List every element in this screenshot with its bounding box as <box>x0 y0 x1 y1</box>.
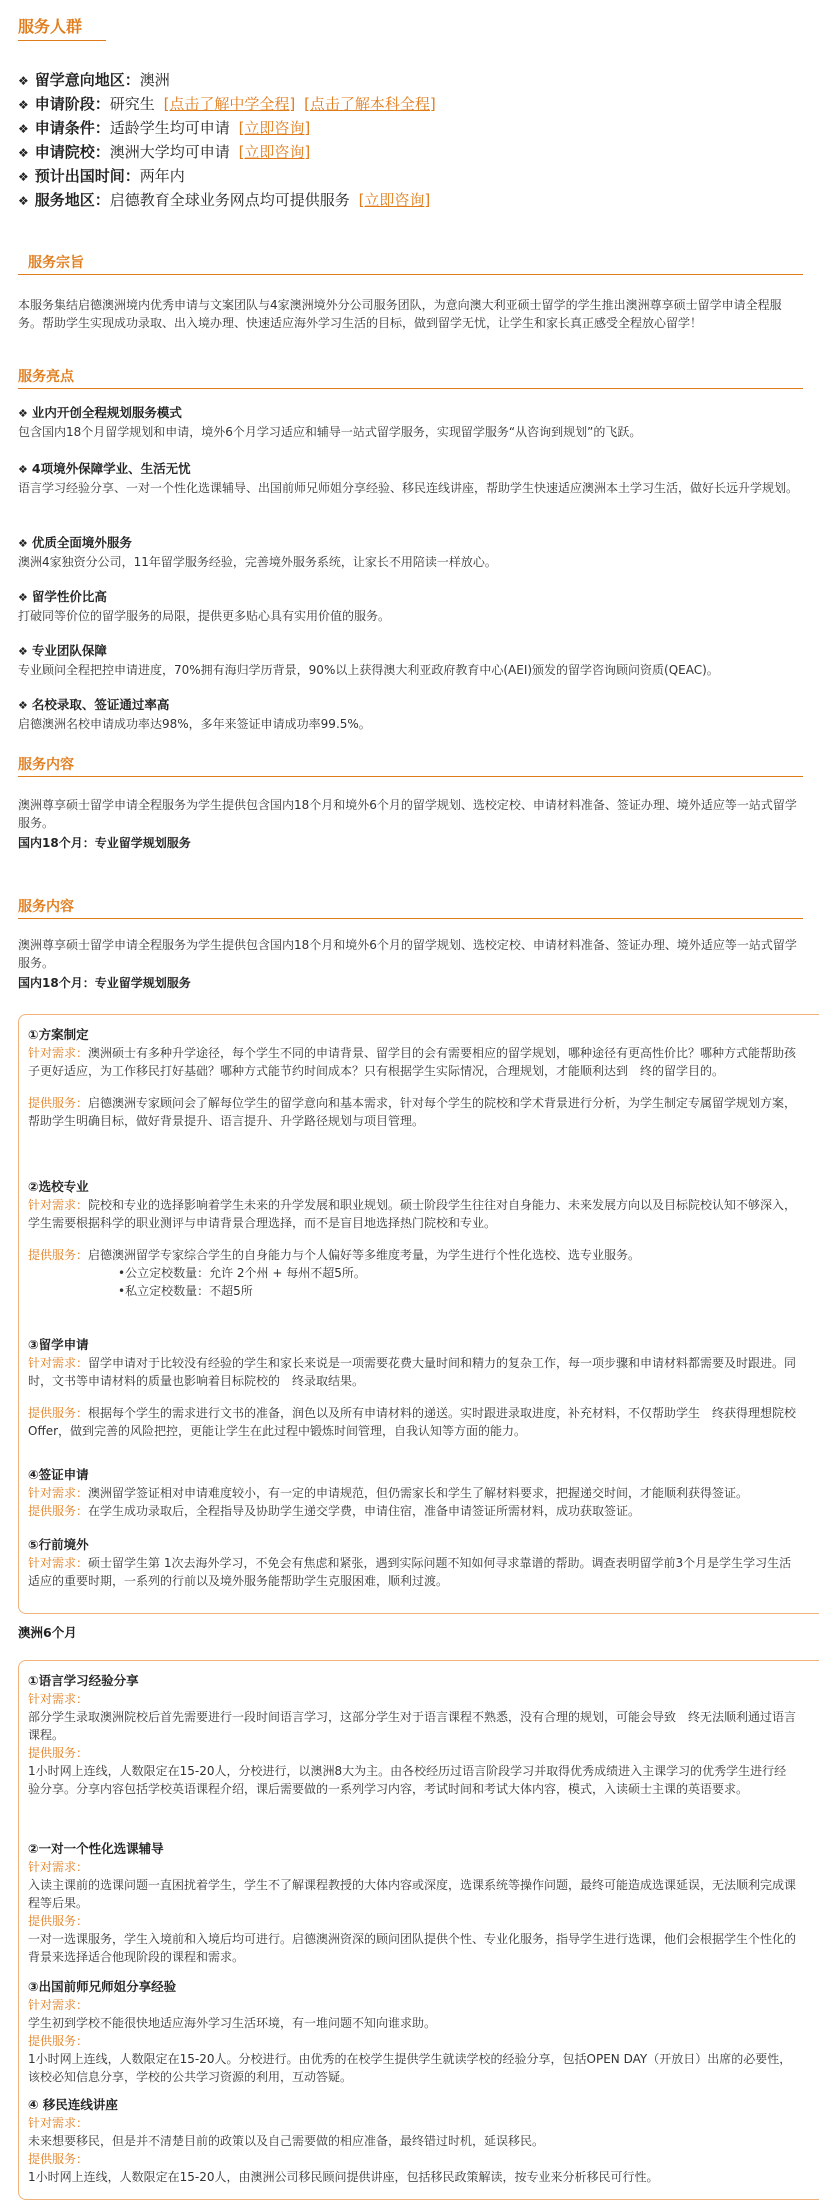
service-label: 提供服务： <box>28 1504 89 1518</box>
need-label: 针对需求： <box>28 1692 89 1706</box>
service-text: 启德澳洲专家顾问会了解每位学生的留学意向和基本需求，针对每个学生的院校和学术背景进行分析，为学生制定专属留学规划方案，帮助学生明确目标，做好背景提升、语言提升、升学路径规划与项目管理。 <box>28 1096 797 1128</box>
diamond-bullet-icon: ❖ <box>18 645 28 658</box>
kv-row-school <box>18 140 798 164</box>
section-divider <box>18 918 803 919</box>
kv-row-area <box>18 188 798 212</box>
need-text: 澳洲硕士有多种升学途径，每个学生不同的申请背景、留学目的会有需要相应的留学规划，哪种途径有更高性价比？哪种方式能帮助孩子更好适应，为工作移民打好基础？哪种方式能节约时间成本？只有根据学生实际情况，合理规划，才能顺利达到 终的留学目的。 <box>28 1046 797 1078</box>
step-depart <box>28 1536 798 1590</box>
need-label: 针对需求： <box>28 2116 89 2130</box>
kv-label: 留学意向地区： <box>34 71 140 89</box>
service-text: 根据每个学生的需求进行文书的准备，润色以及所有申请材料的递送。实时跟进录取进度，补充材料，不仅帮助学生 终获得理想院校Offer，做到完善的风险把控，更能让学生在此过程中锻炼时间管理，自我认知等方面的能力。 <box>28 1406 797 1438</box>
section-title-highlights: 服务亮点 <box>18 369 74 385</box>
need-label: 针对需求： <box>28 1998 89 2012</box>
public-school-quota: •公立定校数量：允许 2个州 + 每州不超5所。 <box>118 1266 366 1280</box>
kv-label: 申请条件： <box>34 119 110 137</box>
overseas-lang <box>28 1672 798 1798</box>
service-label: 提供服务： <box>28 1248 89 1262</box>
content-subtitle: 国内18个月：专业留学规划服务 <box>18 976 191 990</box>
service-text: 1小时网上连线，人数限定在15-20人，分校进行，以澳洲8大为主。由各校经历过语言阶段学习并取得优秀成绩进入主课学习的优秀学生进行经验分享。分享内容包括学校英语课程介绍，课后需要做的一系列学习内容，考试时间和考试大体内容，模式，入读硕士主课的英语要求。 <box>28 1764 787 1796</box>
service-label: 提供服务： <box>28 2034 89 2048</box>
kv-value: 澳洲大学均可申请 <box>109 143 230 161</box>
consult-link[interactable]: [立即咨询] <box>358 191 431 209</box>
diamond-bullet-icon: ❖ <box>18 146 29 160</box>
overseas-senior <box>28 1978 798 2086</box>
purpose-text: 本服务集结启德澳洲境内优秀申请与文案团队与4家澳洲境外分公司服务团队，为意向澳大利亚硕士留学的学生推出澳洲尊享硕士留学申请全程服务。帮助学生实现成功录取、出入境办理、快速适应海外学习生活的目标，做到留学无忧，让学生和家长真正感受全程放心留学！ <box>18 298 782 330</box>
section-divider <box>18 776 803 777</box>
need-text: 硕士留学生第 1次去海外学习，不免会有焦虑和紧张，遇到实际问题不知如何寻求靠谱的帮助。调查表明留学前3个月是学生学习生活适应的重要时期，一系列的行前以及境外服务能帮助学生克服困难，顺利过渡。 <box>28 1556 792 1588</box>
overseas-immigration <box>28 2096 798 2186</box>
content-subtitle: 国内18个月：专业留学规划服务 <box>18 836 191 850</box>
highlight-item <box>18 404 803 441</box>
highlight-title: 4项境外保障学业、生活无忧 <box>31 461 191 476</box>
service-label: 提供服务： <box>28 1746 89 1760</box>
section-title-service-group: 服务人群 <box>18 17 83 36</box>
diamond-bullet-icon: ❖ <box>18 194 29 208</box>
section-title-content: 服务内容 <box>18 899 74 915</box>
content-intro: 澳洲尊享硕士留学申请全程服务为学生提供包含国内18个月和境外6个月的留学规划、选校定校、申请材料准备、签证办理、境外适应等一站式留学服务。 <box>18 798 797 830</box>
link-middle-school[interactable]: [点击了解中学全程] <box>163 95 296 113</box>
need-text: 入读主课前的选课问题一直困扰着学生，学生不了解课程教授的大体内容或深度，选课系统等操作问题，最终可能造成选课延误，无法顺利完成课程等后果。 <box>28 1878 797 1910</box>
content-intro: 澳洲尊享硕士留学申请全程服务为学生提供包含国内18个月和境外6个月的留学规划、选校定校、申请材料准备、签证办理、境外适应等一站式留学服务。 <box>18 938 797 970</box>
highlight-desc: 包含国内18个月留学规划和申请，境外6个月学习适应和辅导一站式留学服务，实现留学服务“从咨询到规划”的飞跃。 <box>18 425 642 439</box>
highlight-desc: 澳洲4家独资分公司，11年留学服务经验，完善境外服务系统，让家长不用陪读一样放心。 <box>18 555 497 569</box>
step-title: ④签证申请 <box>28 1467 89 1482</box>
step-title: ④ 移民连线讲座 <box>28 2097 118 2112</box>
need-label: 针对需求： <box>28 1486 89 1500</box>
service-text: 一对一选课服务，学生入境前和入境后均可进行。启德澳洲资深的顾问团队提供个性、专业化服务，指导学生进行选课，他们会根据学生个性化的背景来选择适合他现阶段的课程和需求。 <box>28 1932 797 1964</box>
overseas-heading: 澳洲6个月 <box>18 1625 77 1640</box>
need-text: 未来想要移民，但是并不清楚目前的政策以及自己需要做的相应准备，最终错过时机，延误移民。 <box>28 2134 545 2148</box>
highlight-title: 优质全面境外服务 <box>31 535 132 550</box>
diamond-bullet-icon: ❖ <box>18 591 28 604</box>
need-label: 针对需求： <box>28 1556 89 1570</box>
need-label: 针对需求： <box>28 1356 89 1370</box>
overseas-course <box>28 1840 798 1966</box>
private-school-quota: •私立定校数量：不超5所 <box>118 1284 253 1298</box>
service-text: 1小时网上连线，人数限定在15-20人。分校进行。由优秀的在校学生提供学生就读学校的经验分享，包括OPEN DAY（开放日）出席的必要性，该校必知信息分享，学校的公共学习资源的利用，互动答疑。 <box>28 2052 792 2084</box>
kv-label: 申请院校： <box>34 143 110 161</box>
diamond-bullet-icon: ❖ <box>18 74 29 88</box>
service-label: 提供服务： <box>28 1914 89 1928</box>
consult-link[interactable]: [立即咨询] <box>238 119 311 137</box>
need-text: 留学申请对于比较没有经验的学生和家长来说是一项需要花费大量时间和精力的复杂工作，每一项步骤和申请材料都需要及时跟进。同时，文书等申请材料的质量也影响着目标院校的 终录取结果。 <box>28 1356 797 1388</box>
step-visa <box>28 1466 798 1520</box>
diamond-bullet-icon: ❖ <box>18 98 29 112</box>
highlight-desc: 语言学习经验分享、一对一个性化选课辅导、出国前师兄师姐分享经验、移民连线讲座，帮助学生快速适应澳洲本土学习生活，做好长远升学规划。 <box>18 481 799 495</box>
step-title: ①语言学习经验分享 <box>28 1673 139 1688</box>
service-text: 在学生成功录取后，全程指导及协助学生递交学费，申请住宿，准备申请签证所需材料，成功获取签证。 <box>88 1504 641 1518</box>
need-text: 澳洲留学签证相对申请难度较小，有一定的申请规范，但仍需家长和学生了解材料要求，把握递交时间，才能顺利获得签证。 <box>88 1486 749 1500</box>
diamond-bullet-icon: ❖ <box>18 170 29 184</box>
kv-value: 启德教育全球业务网点均可提供服务 <box>109 191 350 209</box>
section-divider <box>18 388 803 389</box>
highlight-desc: 启德澳洲名校申请成功率达98%，多年来签证申请成功率99.5%。 <box>18 717 371 731</box>
highlight-item <box>18 642 803 679</box>
service-group-list <box>18 68 798 212</box>
kv-value: 澳洲 <box>139 71 170 89</box>
need-text: 院校和专业的选择影响着学生未来的升学发展和职业规划。硕士阶段学生往往对自身能力、未来发展方向以及目标院校认知不够深入，学生需要根据科学的职业测评与申请背景合理选择，而不是盲目地选择热门院校和专业。 <box>28 1198 797 1230</box>
kv-row-region <box>18 68 798 92</box>
service-label: 提供服务： <box>28 1096 89 1110</box>
diamond-bullet-icon: ❖ <box>18 463 28 476</box>
step-title: ②选校专业 <box>28 1179 89 1194</box>
link-undergrad[interactable]: [点击了解本科全程] <box>304 95 436 113</box>
diamond-bullet-icon: ❖ <box>18 537 28 550</box>
step-title: ②一对一个性化选课辅导 <box>28 1841 164 1856</box>
step-plan <box>28 1026 798 1130</box>
highlight-title: 名校录取、签证通过率高 <box>31 697 170 712</box>
section-title-underline <box>18 40 106 41</box>
step-school <box>28 1178 798 1300</box>
diamond-bullet-icon: ❖ <box>18 122 29 136</box>
kv-label: 服务地区： <box>34 191 110 209</box>
service-label: 提供服务： <box>28 2152 89 2166</box>
kv-row-departure <box>18 164 798 188</box>
step-apply <box>28 1336 798 1440</box>
need-text: 学生初到学校不能很快地适应海外学习生活环境，有一堆问题不知向谁求助。 <box>28 2016 437 2030</box>
kv-row-stage <box>18 92 798 116</box>
section-divider <box>18 274 803 275</box>
section-title-purpose: 服务宗旨 <box>28 255 84 271</box>
highlight-title: 专业团队保障 <box>31 643 107 658</box>
kv-label: 申请阶段： <box>34 95 110 113</box>
need-label: 针对需求： <box>28 1198 89 1212</box>
service-text: 1小时网上连线，人数限定在15-20人，由澳洲公司移民顾问提供讲座，包括移民政策解读，按专业来分析移民可行性。 <box>28 2170 659 2184</box>
need-text: 部分学生录取澳洲院校后首先需要进行一段时间语言学习，这部分学生对于语言课程不熟悉，没有合理的规划，可能会导致 终无法顺利通过语言课程。 <box>28 1710 797 1742</box>
highlight-item <box>18 588 803 625</box>
section-title-content: 服务内容 <box>18 757 74 773</box>
step-title: ③留学申请 <box>28 1337 89 1352</box>
need-label: 针对需求： <box>28 1860 89 1874</box>
diamond-bullet-icon: ❖ <box>18 407 28 420</box>
kv-label: 预计出国时间： <box>34 167 140 185</box>
service-text: 启德澳洲留学专家综合学生的自身能力与个人偏好等多维度考量，为学生进行个性化选校、选专业服务。 <box>88 1248 641 1262</box>
highlight-desc: 打破同等价位的留学服务的局限，提供更多贴心具有实用价值的服务。 <box>18 609 391 623</box>
kv-value: 适龄学生均可申请 <box>109 119 230 137</box>
highlight-desc: 专业顾问全程把控申请进度，70%拥有海归学历背景，90%以上获得澳大利亚政府教育中心(AEI)颁发的留学咨询顾问资质(QEAC)。 <box>18 663 719 677</box>
step-title: ③出国前师兄师姐分享经验 <box>28 1979 177 1994</box>
highlight-item <box>18 534 803 571</box>
step-title: ⑤行前境外 <box>28 1537 89 1552</box>
highlight-title: 业内开创全程规划服务模式 <box>31 405 182 420</box>
need-label: 针对需求： <box>28 1046 89 1060</box>
highlight-title: 留学性价比高 <box>31 589 107 604</box>
kv-row-condition <box>18 116 798 140</box>
step-title: ①方案制定 <box>28 1027 89 1042</box>
highlight-item <box>18 460 803 497</box>
consult-link[interactable]: [立即咨询] <box>238 143 311 161</box>
service-label: 提供服务： <box>28 1406 89 1420</box>
diamond-bullet-icon: ❖ <box>18 699 28 712</box>
kv-value: 两年内 <box>139 167 185 185</box>
kv-value: 研究生 <box>109 95 155 113</box>
highlight-item <box>18 696 803 733</box>
